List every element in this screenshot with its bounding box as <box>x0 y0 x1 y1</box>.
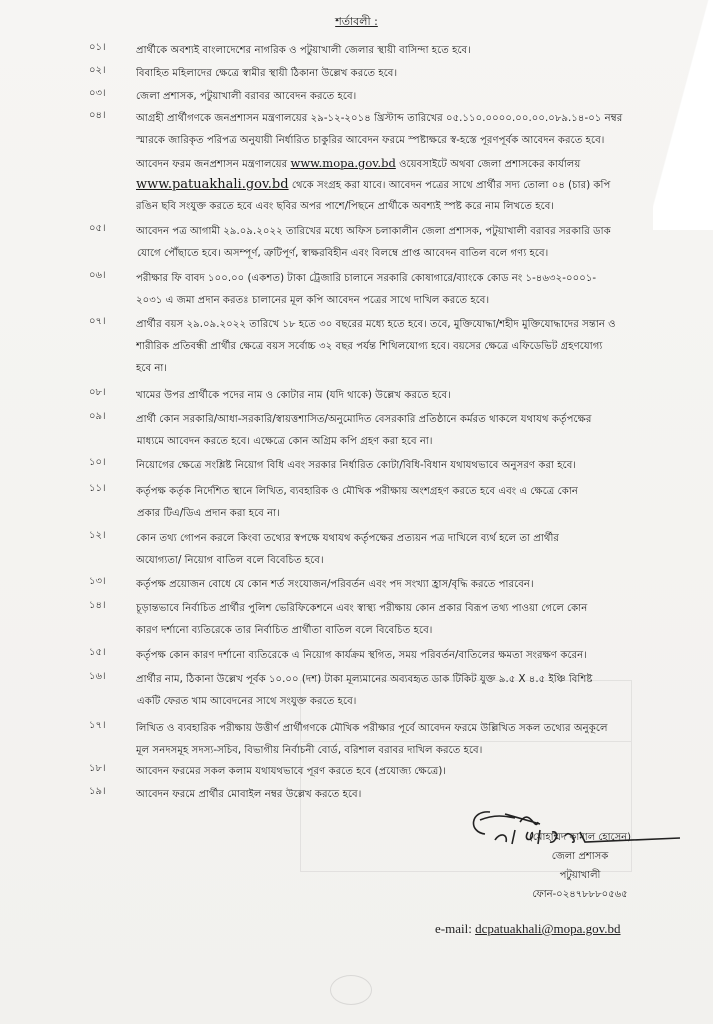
item-number: ১৪। <box>89 600 106 611</box>
item-text: ২০৩১ এ জমা প্রদান করতঃ চালানের মূল কপি আবেদন পত্রের সাথে দাখিল করতে হবে। <box>136 295 490 306</box>
item-number: ১১। <box>89 483 106 494</box>
item-text: আগ্রহী প্রার্থীগণকে জনপ্রশাসন মন্ত্রণালয়ের ২৯-১২-২০১৪ খ্রিস্টাব্দ তারিখের ০৫.১১০.০০০০.০০.০০.০৮৯.১৪-০১ নম্বর <box>136 113 623 124</box>
item-number: ১৭। <box>89 720 106 731</box>
item-text: প্রকার টিএ/ডিএ প্রদান করা হবে না। <box>137 508 280 519</box>
signatory-email-line <box>435 921 621 937</box>
patuakhali-website-link[interactable]: www.patuakhali.gov.bd <box>136 177 289 192</box>
signatory-district: পটুয়াখালী <box>559 870 601 881</box>
item-text: রঙিন ছবি সংযুক্ত করতে হবে এবং ছবির অপর পাশে/পিছনে প্রার্থীকে অবশ্যই স্পষ্ট করে নাম লিখতে হবে। <box>136 201 555 212</box>
signatory-name: (মোহাম্মদ কামাল হোসেন) <box>528 832 632 843</box>
item-number: ১৬। <box>89 671 106 682</box>
item-number: ০২। <box>89 65 106 76</box>
faint-initial-mark <box>330 975 372 1005</box>
item-number: ০৮। <box>89 387 106 398</box>
item-number: ০৬। <box>89 270 106 281</box>
item-text: জেলা প্রশাসক, পটুয়াখালী বরাবর আবেদন করতে হবে। <box>136 91 357 102</box>
item-text: পরীক্ষার ফি বাবদ ১০০.০০ (একশত) টাকা ট্রেজারি চালানে সরকারি কোষাগারে/ব্যাংকে কোড নং ১-৪৬৩২-০০০১- <box>136 273 597 284</box>
signatory-designation: জেলা প্রশাসক <box>551 851 609 862</box>
item-text: মূল সনদসমূহ সদস্য-সচিব, বিভাগীয় নির্বাচনী বোর্ড, বরিশাল বরাবর দাখিল করতে হবে। <box>136 745 483 756</box>
item-number: ০৪। <box>89 110 106 121</box>
item-text: প্রার্থীর নাম, ঠিকানা উল্লেখ পূর্বক ১০.০০ (দশ) টাকা মূল্যমানের অব্যবহৃত ডাক টিকিট যুক্ত ৯.৫ X ৪.৫ ইঞ্চি বিশিষ্ট <box>136 674 593 685</box>
item-text: যোগে পৌঁছাতে হবে। অসম্পূর্ণ, ত্রুটিপূর্ণ, স্বাক্ষরবিহীন এবং বিলম্বে প্রাপ্ত আবেদন বাতিল বলে গণ্য হবে। <box>137 248 549 259</box>
item-number: ১০। <box>89 457 106 468</box>
item-text: আবেদন ফরমে প্রার্থীর মোবাইল নম্বর উল্লেখ করতে হবে। <box>136 789 362 800</box>
item-text: নিয়োগের ক্ষেত্রে সংশ্লিষ্ট নিয়োগ বিধি এবং সরকার নির্ধারিত কোটা/বিধি-বিধান যথাযথভাবে অনুসরণ করা হবে। <box>136 460 577 471</box>
item-number: ০৫। <box>89 223 106 234</box>
signatory-phone: ফোন-০২৪৭৮৮৮০৫৬৫ <box>532 889 628 900</box>
item-text: একটি ফেরত খাম আবেদনের সাথে সংযুক্ত করতে হবে। <box>137 696 357 707</box>
item-text: কর্তৃপক্ষ কর্তৃক নির্দেশিত স্থানে লিখিত, ব্যবহারিক ও মৌখিক পরীক্ষায় অংশগ্রহণ করতে হবে এবং এ ক্ষেত্রে কোন <box>136 486 578 497</box>
item-number: ১৮। <box>89 763 106 774</box>
item-text: কোন তথ্য গোপন করলে কিংবা তথ্যের স্বপক্ষে যথাযথ কর্তৃপক্ষের প্রত্যয়ন পত্র দাখিলে ব্যর্থ হলে তা প্রার্থীর <box>136 533 559 544</box>
email-label: e-mail: <box>435 921 472 936</box>
item-text: প্রার্থী কোন সরকারি/আধা-সরকারি/স্বায়ত্তশাসিত/অনুমোদিত বেসরকারি প্রতিষ্ঠানে কর্মরত থাকলে যথাযথ কর্তৃপক্ষের <box>136 414 592 425</box>
item-text: কর্তৃপক্ষ কোন কারণ দর্শানো ব্যতিরেকে এ নিয়োগ কার্যক্রম স্থগিত, সময় পরিবর্তন/বাতিলের ক্ষমতা সংরক্ষণ করেন। <box>136 650 587 661</box>
item-text: কারণ দর্শানো ব্যতিরেকে তার নির্বাচিত প্রার্থীতা বাতিল বলে বিবেচিত হবে। <box>136 625 433 636</box>
item-number: ১৫। <box>89 647 106 658</box>
item-text-part: আবেদন ফরম জনপ্রশাসন মন্ত্রণালয়ের <box>136 159 288 170</box>
item-text: স্মারকে জারিকৃত পরিপত্র অনুযায়ী নির্ধারিত চাকুরির আবেদন ফরমে স্পষ্টাক্ষরে স্ব-হস্তে পূরণপূর্বক আবেদন করতে হবে। <box>136 135 605 146</box>
item-text: কর্তৃপক্ষ প্রয়োজন বোধে যে কোন শর্ত সংযোজন/পরিবর্তন এবং পদ সংখ্যা হ্রাস/বৃদ্ধি করতে পারবেন। <box>136 579 534 590</box>
item-text <box>136 152 674 174</box>
item-text: চূড়ান্তভাবে নির্বাচিত প্রার্থীর পুলিশ ভেরিফিকেশনে এবং স্বাস্থ্য পরীক্ষায় কোন প্রকার বিরূপ তথ্য পাওয়া গেলে কোন <box>136 603 588 614</box>
item-text: অযোগ্যতা/ নিয়োগ বাতিল বলে বিবেচিত হবে। <box>136 555 324 566</box>
item-number: ১৩। <box>89 576 106 587</box>
item-text: বিবাহিত মহিলাদের ক্ষেত্রে স্বামীর স্থায়ী ঠিকানা উল্লেখ করতে হবে। <box>136 68 398 79</box>
item-number: ১২। <box>89 530 106 541</box>
item-text-part: ওয়েবসাইটে অথবা জেলা প্রশাসকের কার্যালয় <box>399 159 581 170</box>
signatory-block <box>480 828 680 904</box>
mopa-website-link[interactable]: www.mopa.gov.bd <box>290 156 396 170</box>
item-text <box>136 174 674 196</box>
item-text: হবে না। <box>136 363 168 374</box>
item-text: আবেদন ফরমের সকল কলাম যথাযথভাবে পূরণ করতে হবে (প্রযোজ্য ক্ষেত্রে)। <box>136 766 447 777</box>
item-number: ০৯। <box>89 411 106 422</box>
email-link[interactable]: dcpatuakhali@mopa.gov.bd <box>475 921 621 936</box>
item-text: প্রার্থীর বয়স ২৯.০৯.২০২২ তারিখে ১৮ হতে ৩০ বছরের মধ্যে হতে হবে। তবে, মুক্তিযোদ্ধা/শহীদ মুক্তিযোদ্ধাদের সন্তান ও <box>136 319 616 330</box>
item-number: ০৭। <box>89 316 106 327</box>
page-title: শর্তাবলী : <box>335 15 378 28</box>
item-text: খামের উপর প্রার্থীকে পদের নাম ও কোটার নাম (যদি থাকে) উল্লেখ করতে হবে। <box>136 390 451 401</box>
item-text: মাধ্যমে আবেদন করতে হবে। এক্ষেত্রে কোন অগ্রিম কপি গ্রহণ করা হবে না। <box>137 436 433 447</box>
item-number: ১৯। <box>89 786 106 797</box>
item-text: প্রার্থীকে অবশ্যই বাংলাদেশের নাগরিক ও পটুয়াখালী জেলার স্থায়ী বাসিন্দা হতে হবে। <box>136 45 471 56</box>
item-text-part: থেকে সংগ্রহ করা যাবে। আবেদন পত্রের সাথে প্রার্থীর সদ্য তোলা ০৪ (চার) কপি <box>291 180 611 191</box>
item-text: আবেদন পত্র আগামী ২৯.০৯.২০২২ তারিখের মধ্যে অফিস চলাকালীন জেলা প্রশাসক, পটুয়াখালী বরাবর সরকারি ডাক <box>136 226 611 237</box>
item-text: শারীরিক প্রতিবন্ধী প্রার্থীর ক্ষেত্রে বয়স সর্বোচ্চ ৩২ বছর পর্যন্ত শিথিলযোগ্য হবে। বয়সের ক্ষেত্রে এফিডেভিট গ্রহণযোগ্য <box>136 341 603 352</box>
item-number: ০১। <box>89 42 106 53</box>
item-text: লিখিত ও ব্যবহারিক পরীক্ষায় উত্তীর্ণ প্রার্থীগণকে মৌখিক পরীক্ষার পূর্বে আবেদন ফরমে উল্লিখিত সকল তথ্যের অনুকূলে <box>136 723 608 734</box>
item-number: ০৩। <box>89 88 106 99</box>
